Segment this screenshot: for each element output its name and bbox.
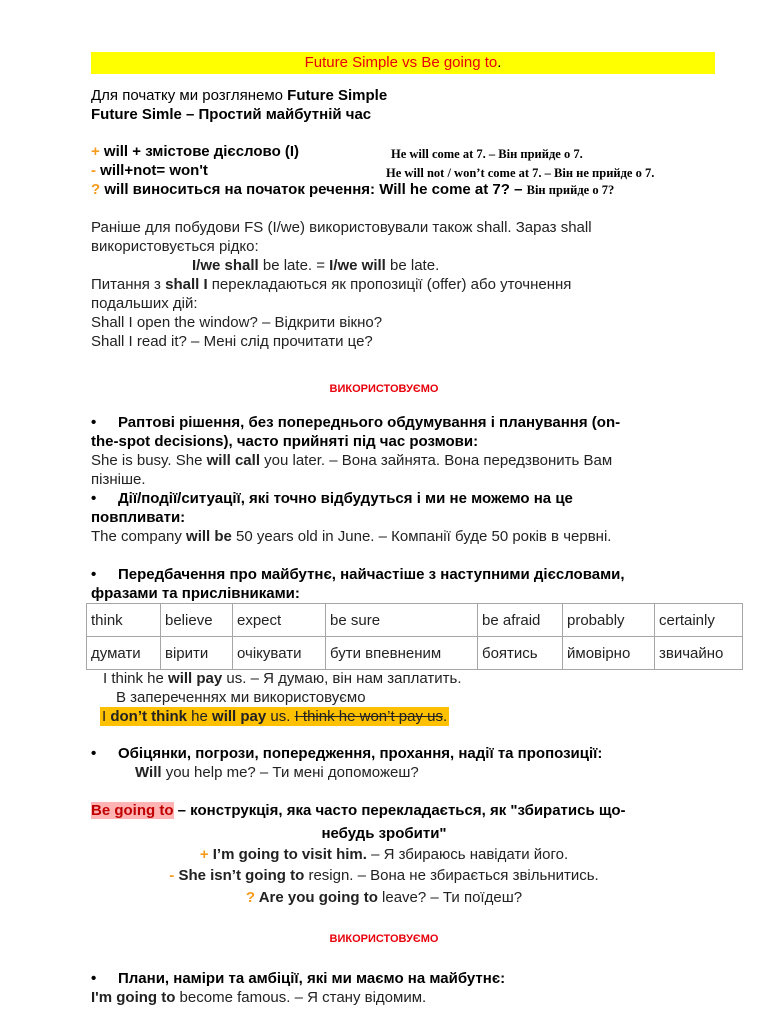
use4-heading: • Обіцянки, погрози, попередження, прохання, надії та пропозиції: <box>91 744 602 763</box>
use2-heading-line-2: повпливати: <box>91 509 186 526</box>
bgt-definition-line-2: небудь зробити" <box>321 825 447 842</box>
text: I think he <box>103 670 169 687</box>
use5-example <box>91 988 426 1007</box>
minus-sign: - <box>169 867 175 884</box>
bold: don’t think <box>110 708 187 725</box>
text: he <box>187 708 213 725</box>
text: you later. – Вона зайнята. Вона передзвонить Вам <box>259 452 613 469</box>
text: leave? – Ти поїдеш? <box>377 889 523 906</box>
minus-sign: - <box>91 162 96 179</box>
table-cell: боятись <box>478 637 563 670</box>
use3-heading-line-2: фразами та прислівниками: <box>91 585 300 602</box>
table-cell: be afraid <box>478 604 563 637</box>
shall-example <box>192 256 439 275</box>
shall-example-4: Shall I read it? – Мені слід прочитати це? <box>91 333 373 350</box>
bold: will pay <box>212 708 267 725</box>
vocab-row-ua <box>87 637 743 670</box>
bold: shall I <box>165 276 208 293</box>
bgt-negative <box>0 866 768 885</box>
use1-heading-line-2: the-spot decisions), часто прийняті під час розмови: <box>91 433 479 450</box>
bold: will call <box>206 452 260 469</box>
table-cell: be sure <box>326 604 478 637</box>
intro-text: Для початку ми розглянемо <box>91 87 288 104</box>
plus-sign: + <box>91 143 100 160</box>
use3-example-1 <box>103 669 461 688</box>
will-bold: I/we will <box>329 257 386 274</box>
bold: I'm going to <box>91 989 176 1006</box>
text: us. <box>266 708 295 725</box>
bold: She isn’t going to <box>174 867 305 884</box>
bgt-positive <box>0 845 768 864</box>
formula-negative-example: He will not / won’t come at 7. – Він не прийде о 7. <box>386 166 655 180</box>
text: Питання з <box>91 276 166 293</box>
text: . <box>443 708 448 725</box>
formula-positive <box>91 142 299 161</box>
table-cell: think <box>87 604 161 637</box>
use5-heading: • Плани, наміри та амбіції, які ми маємо на майбутнє: <box>91 969 505 988</box>
text: She is busy. She <box>91 452 207 469</box>
formula-rule: will+not= won't <box>96 162 208 179</box>
bold: Are you going to <box>255 889 378 906</box>
title-main: Future Simple vs Be going to <box>304 54 498 71</box>
table-cell: звичайно <box>655 637 743 670</box>
page-title <box>91 52 715 74</box>
section-heading-2: ВИКОРИСТОВУЄМО <box>329 933 439 945</box>
formula-positive-example: He will come at 7. – Він прийде о 7. <box>391 147 583 161</box>
text: – конструкція, яка часто перекладається, як "збиратись що- <box>173 802 626 819</box>
shall-bold: I/we shall <box>192 257 259 274</box>
use4-example <box>135 763 419 782</box>
table-cell: вірити <box>161 637 233 670</box>
intro-line-1 <box>91 86 387 105</box>
shall-para-line-1: Раніше для побудови FS (I/we) використовували також shall. Зараз shall <box>91 219 592 236</box>
table-cell: probably <box>563 604 655 637</box>
bold: will pay <box>168 670 223 687</box>
text: I <box>102 708 111 725</box>
formula-rule: will + змістове дієслово (I) <box>99 143 300 160</box>
bold: I’m going to visit him. <box>208 846 367 863</box>
shall-question-line-2: подальших дій: <box>91 295 198 312</box>
shall-example-3: Shall I open the window? – Відкрити вікно? <box>91 314 383 331</box>
intro-bold: Future Simple <box>287 87 388 104</box>
table-cell: certainly <box>655 604 743 637</box>
text: перекладаються як пропозиції (offer) або уточнення <box>207 276 572 293</box>
text: become famous. – Я стану відомим. <box>175 989 427 1006</box>
vocab-table <box>86 603 743 670</box>
table-cell: бути впевненим <box>326 637 478 670</box>
table-cell: очікувати <box>233 637 326 670</box>
table-cell: believe <box>161 604 233 637</box>
text: resign. – Вона не збирається звільнитись. <box>304 867 599 884</box>
shall-text-2: be late. <box>385 257 440 274</box>
section-heading-1: ВИКОРИСТОВУЄМО <box>329 383 439 395</box>
use3-negation-note: В запереченнях ми використовуємо <box>116 689 366 706</box>
text: you help me? – Ти мені допоможеш? <box>161 764 419 781</box>
intro-line-2: Future Simle – Простий майбутній час <box>91 106 372 123</box>
shall-para-line-2: використовується рідко: <box>91 238 259 255</box>
use2-example <box>91 527 611 546</box>
plus-sign: + <box>199 846 209 863</box>
text: The company <box>91 528 187 545</box>
use1-example <box>91 451 612 470</box>
text: us. – Я думаю, він нам заплатить. <box>222 670 462 687</box>
title-tail: . <box>497 54 502 71</box>
bold: will be <box>186 528 232 545</box>
text: 50 years old in June. – Компанії буде 50 років в червні. <box>231 528 612 545</box>
use3-heading-line-1: • Передбачення про майбутнє, найчастіше з наступними дієсловами, <box>91 565 625 584</box>
use2-heading-line-1: • Дії/події/ситуації, які точно відбудуться і ми не можемо на це <box>91 489 573 508</box>
table-cell: expect <box>233 604 326 637</box>
table-cell: ймовірно <box>563 637 655 670</box>
shall-question-line-1 <box>91 275 571 294</box>
formula-question-example: Він прийде о 7? <box>526 183 615 197</box>
vocab-row-en <box>87 604 743 637</box>
bgt-definition-line-1 <box>91 801 625 820</box>
table-cell: думати <box>87 637 161 670</box>
use3-negation-example <box>100 707 449 726</box>
bgt-question <box>0 888 768 907</box>
formula-rule: will виноситься на початок речення: Will he come at 7? – <box>100 181 523 198</box>
formula-question <box>91 180 614 200</box>
question-sign: ? <box>91 181 101 198</box>
strikethrough-text: I think he won’t pay us <box>294 708 443 725</box>
question-sign: ? <box>245 889 256 906</box>
formula-negative <box>91 161 208 180</box>
shall-text: be late. = <box>258 257 330 274</box>
use1-heading-line-1: • Раптові рішення, без попереднього обдумування і планування (on- <box>91 413 620 432</box>
be-going-to-label: Be going to <box>91 802 174 819</box>
use1-example-line-2: пізніше. <box>91 471 146 488</box>
text: – Я збираюсь навідати його. <box>366 846 569 863</box>
bold: Will <box>135 764 162 781</box>
